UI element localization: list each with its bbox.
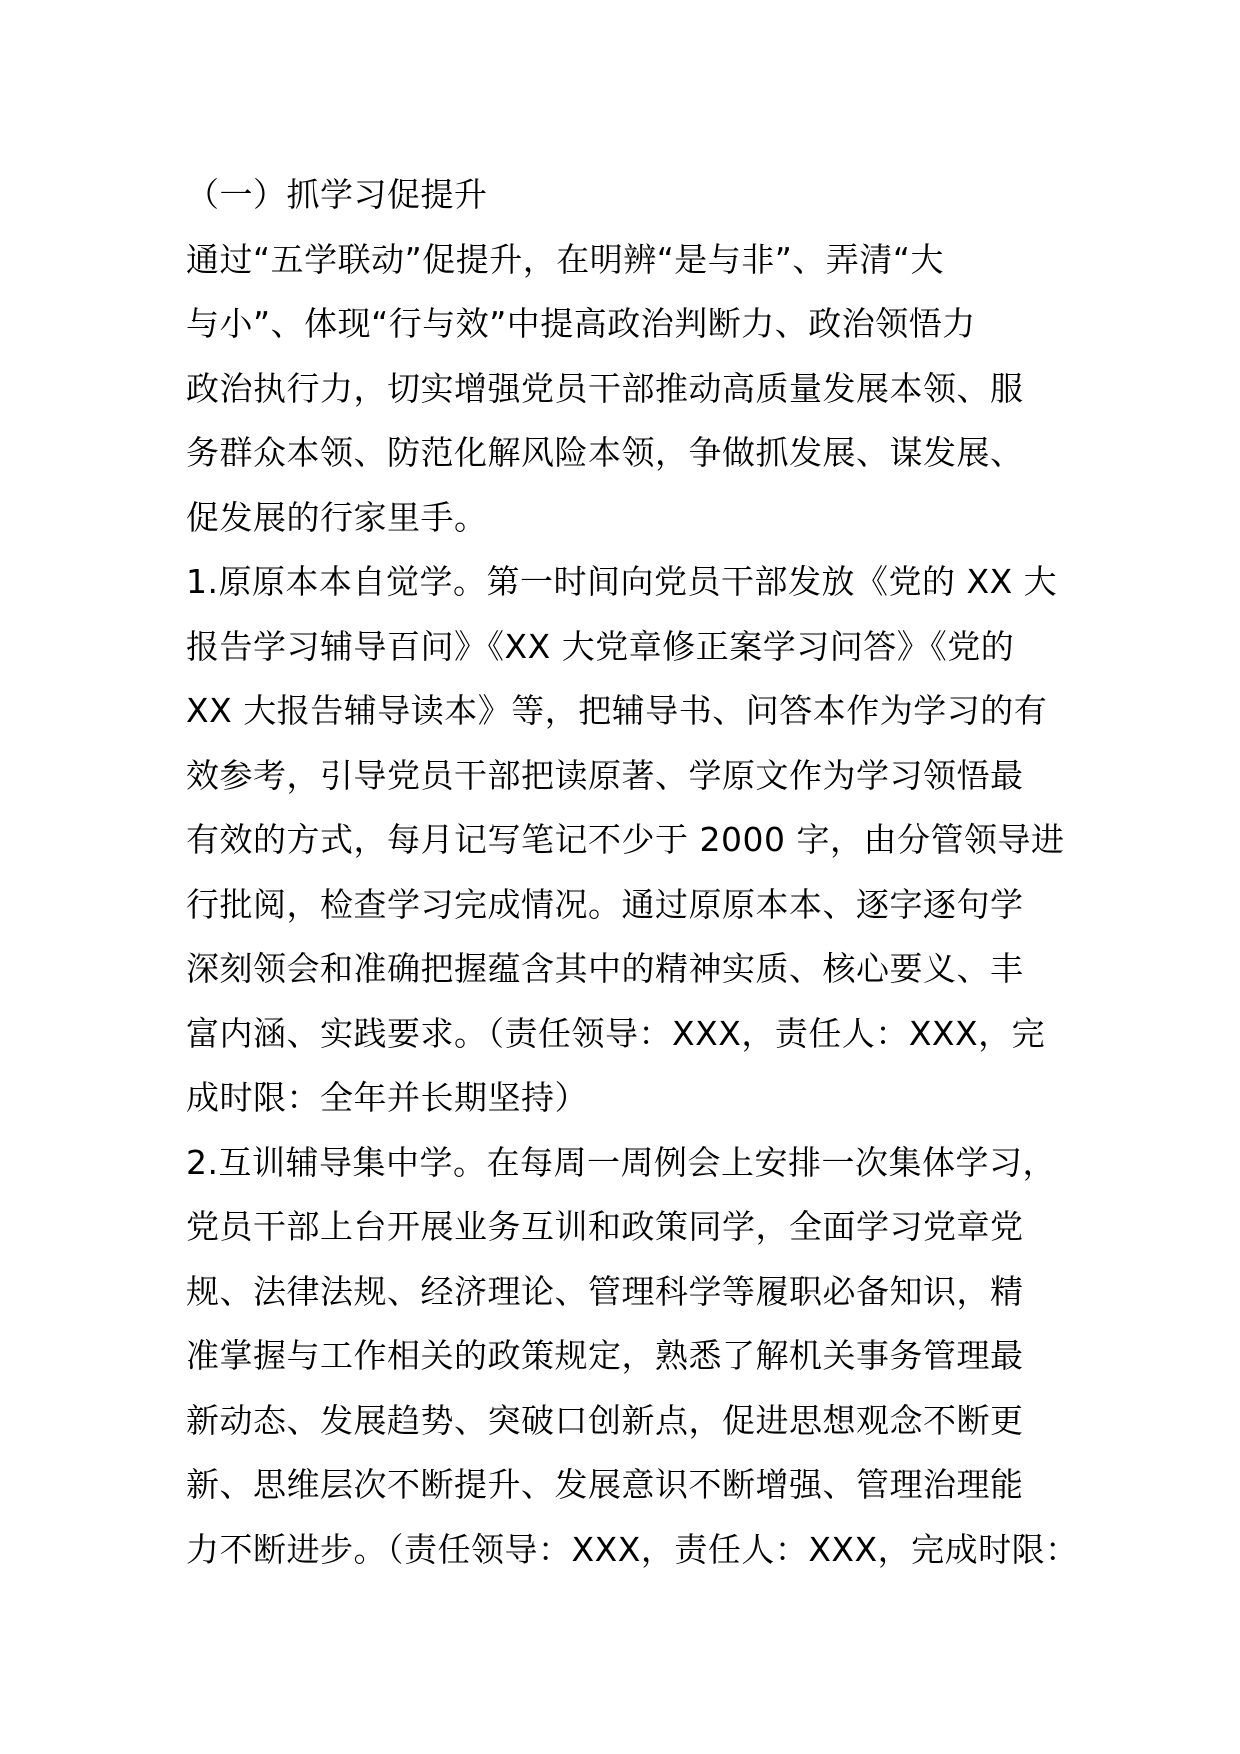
item-2-line: 力不断进步。（责任领导：XXX，责任人：XXX，完成时限： xyxy=(186,1529,1079,1569)
item-2-line: 规、法律法规、经济理论、管理科学等履职必备知识，精 xyxy=(186,1271,1024,1311)
item-2-line: 新动态、发展趋势、突破口创新点，促进思想观念不断更 xyxy=(186,1400,1024,1440)
section-heading: （一）抓学习促提升 xyxy=(186,175,488,214)
item-1-line: 行批阅，检查学习完成情况。通过原原本本、逐字逐句学 xyxy=(186,884,1024,924)
document-body xyxy=(186,163,1086,1582)
item-1-line: 1.原原本本自觉学。第一时间向党员干部发放《党的 XX 大 xyxy=(186,562,1058,601)
item-1-line: 效参考，引导党员干部把读原著、学原文作为学习领悟最 xyxy=(186,755,1024,795)
item-1-line: XX 大报告辅导读本》等，把辅导书、问答本作为学习的有 xyxy=(186,691,1048,730)
item-2-line: 2.互训辅导集中学。在每周一周例会上安排一次集体学习， xyxy=(186,1142,1056,1182)
item-1-line: 深刻领会和准确把握蕴含其中的精神实质、核心要义、丰 xyxy=(186,949,1024,988)
item-1-line: 报告学习辅导百问》《XX 大党章修正案学习问答》《党的 xyxy=(186,626,1015,666)
paragraph-line: 务群众本领、防范化解风险本领，争做抓发展、谋发展、 xyxy=(186,433,1024,472)
paragraph-line: 通过“五学联动”促提升，在明辨“是与非”、弄清“大 xyxy=(186,239,944,279)
paragraph-line: 政治执行力，切实增强党员干部推动高质量发展本领、服 xyxy=(186,368,1024,408)
item-2-line: 准掌握与工作相关的政策规定，熟悉了解机关事务管理最 xyxy=(186,1336,1024,1375)
item-2-line: 党员干部上台开展业务互训和政策同学，全面学习党章党 xyxy=(186,1207,1024,1246)
paragraph-line: 与小”、体现“行与效”中提高政治判断力、政治领悟力 xyxy=(186,304,976,343)
paragraph-line: 促发展的行家里手。 xyxy=(186,497,488,537)
item-1-line: 成时限：全年并长期坚持） xyxy=(186,1078,588,1117)
item-2-line: 新、思维层次不断提升、发展意识不断增强、管理治理能 xyxy=(186,1465,1024,1504)
item-1-line: 有效的方式，每月记写笔记不少于 2000 字，由分管领导进 xyxy=(186,820,1065,859)
item-1-line: 富内涵、实践要求。（责任领导：XXX，责任人：XXX，完 xyxy=(186,1013,1046,1053)
